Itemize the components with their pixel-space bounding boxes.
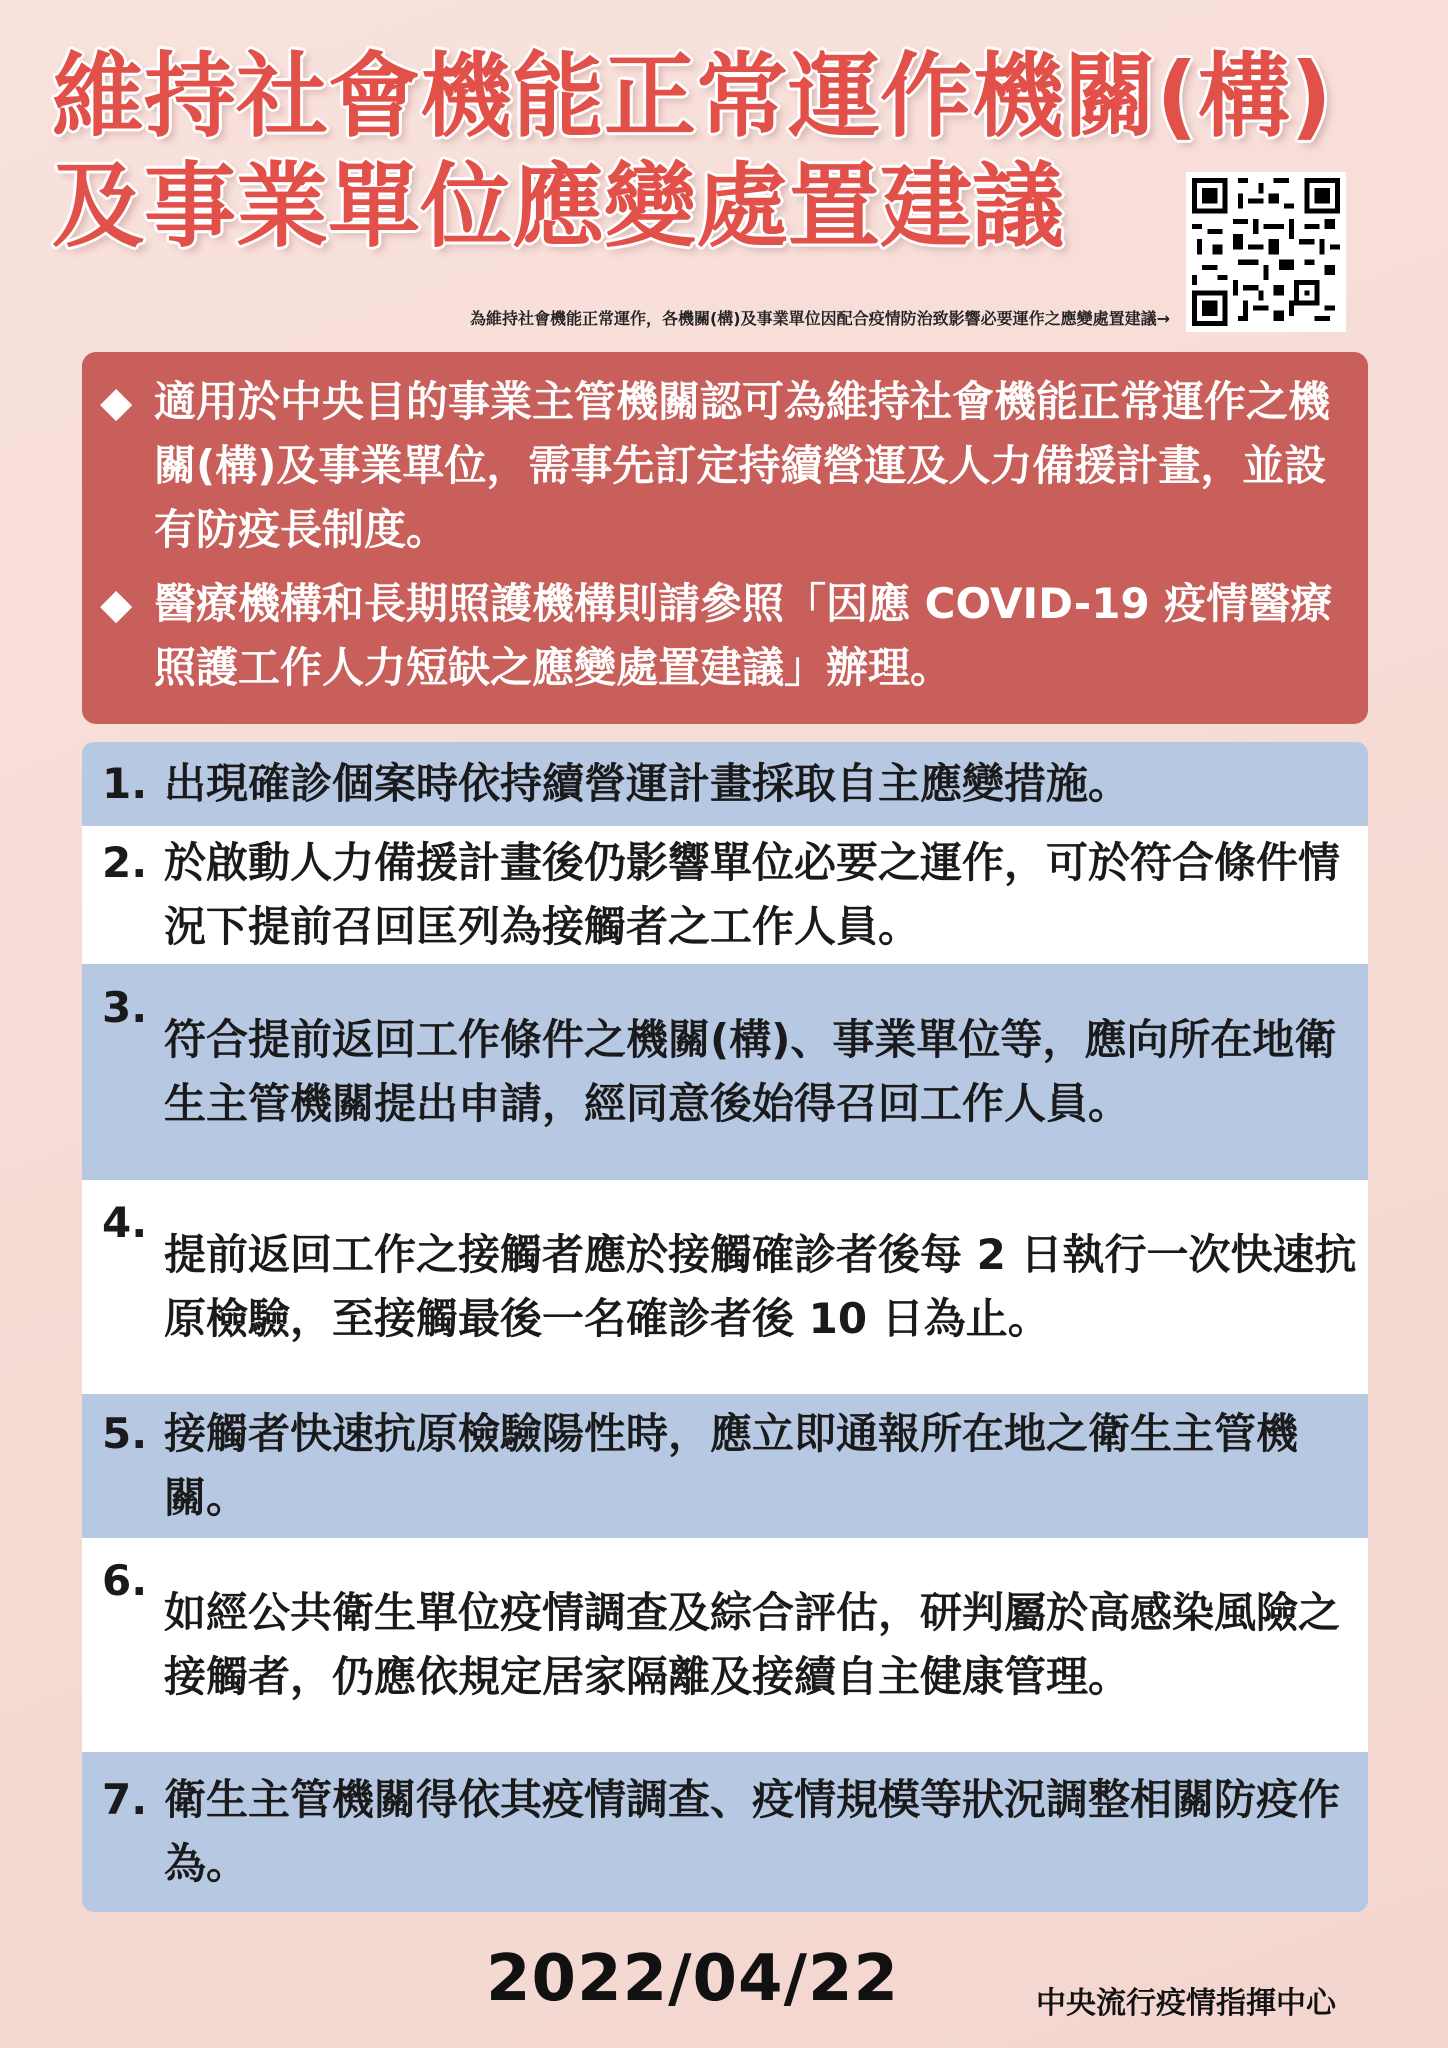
recommendation-row-7	[82, 1752, 1368, 1912]
item-text: 衛生主管機關得依其疫情調查、疫情規模等狀況調整相關防疫作為。	[164, 1775, 1341, 1888]
qr-code-icon[interactable]	[1186, 172, 1346, 332]
item-text: 接觸者快速抗原檢驗陽性時，應立即通報所在地之衛生主管機關。	[164, 1409, 1299, 1522]
item-text: 出現確診個案時依持續營運計畫採取自主應變措施。	[164, 759, 1131, 808]
notice-text-1: 適用於中央目的事業主管機關認可為維持社會機能正常運作之機關(構)及事業單位，需事先訂定持續營運及人力備援計畫，並設有防疫長制度。	[154, 377, 1331, 554]
notice-text-2: 醫療機構和長期照護機構則請參照「因應 COVID-19 疫情醫療照護工作人力短缺之應變處置建議」辦理。	[154, 579, 1333, 692]
item-number: 4.	[102, 1198, 148, 1247]
item-number: 3.	[102, 983, 148, 1032]
recommendation-row-4	[82, 1180, 1368, 1394]
notice-item	[100, 572, 1368, 700]
applicability-notice	[82, 352, 1368, 724]
item-text: 符合提前返回工作條件之機關(構)、事業單位等，應向所在地衛生主管機關提出申請，經同意後始得召回工作人員。	[164, 1015, 1337, 1128]
publish-date: 2022/04/22	[486, 1942, 899, 2016]
recommendation-row-2	[82, 826, 1368, 964]
recommendation-row-6	[82, 1538, 1368, 1752]
recommendation-row-3	[82, 964, 1368, 1180]
diamond-bullet-icon: ◆	[100, 579, 133, 628]
diamond-bullet-icon: ◆	[100, 377, 133, 426]
recommendation-row-1	[82, 742, 1368, 826]
item-text: 於啟動人力備援計畫後仍影響單位必要之運作，可於符合條件情況下提前召回匡列為接觸者之工作人員。	[164, 838, 1341, 951]
item-text: 提前返回工作之接觸者應於接觸確診者後每 2 日執行一次快速抗原檢驗，至接觸最後一名確診者後 10 日為止。	[164, 1230, 1357, 1343]
page-title	[52, 42, 1332, 262]
item-number: 1.	[102, 759, 148, 808]
notice-item	[100, 370, 1368, 562]
title-line-2: 及事業單位應變處置建議	[52, 153, 1065, 260]
title-line-1: 維持社會機能正常運作機關(構)	[52, 43, 1333, 150]
recommendation-row-5	[82, 1394, 1368, 1538]
recommendation-list	[82, 742, 1368, 1912]
subtitle: 為維持社會機能正常運作，各機關(構)及事業單位因配合疫情防治致影響必要運作之應變處置建議→	[469, 309, 1170, 328]
item-number: 2.	[102, 838, 148, 887]
item-number: 7.	[102, 1775, 148, 1824]
item-text: 如經公共衛生單位疫情調查及綜合評估，研判屬於高感染風險之接觸者，仍應依規定居家隔離及接續自主健康管理。	[164, 1588, 1341, 1701]
issuing-organization: 中央流行疫情指揮中心	[1036, 1986, 1336, 2021]
item-number: 5.	[102, 1409, 148, 1458]
item-number: 6.	[102, 1556, 148, 1605]
